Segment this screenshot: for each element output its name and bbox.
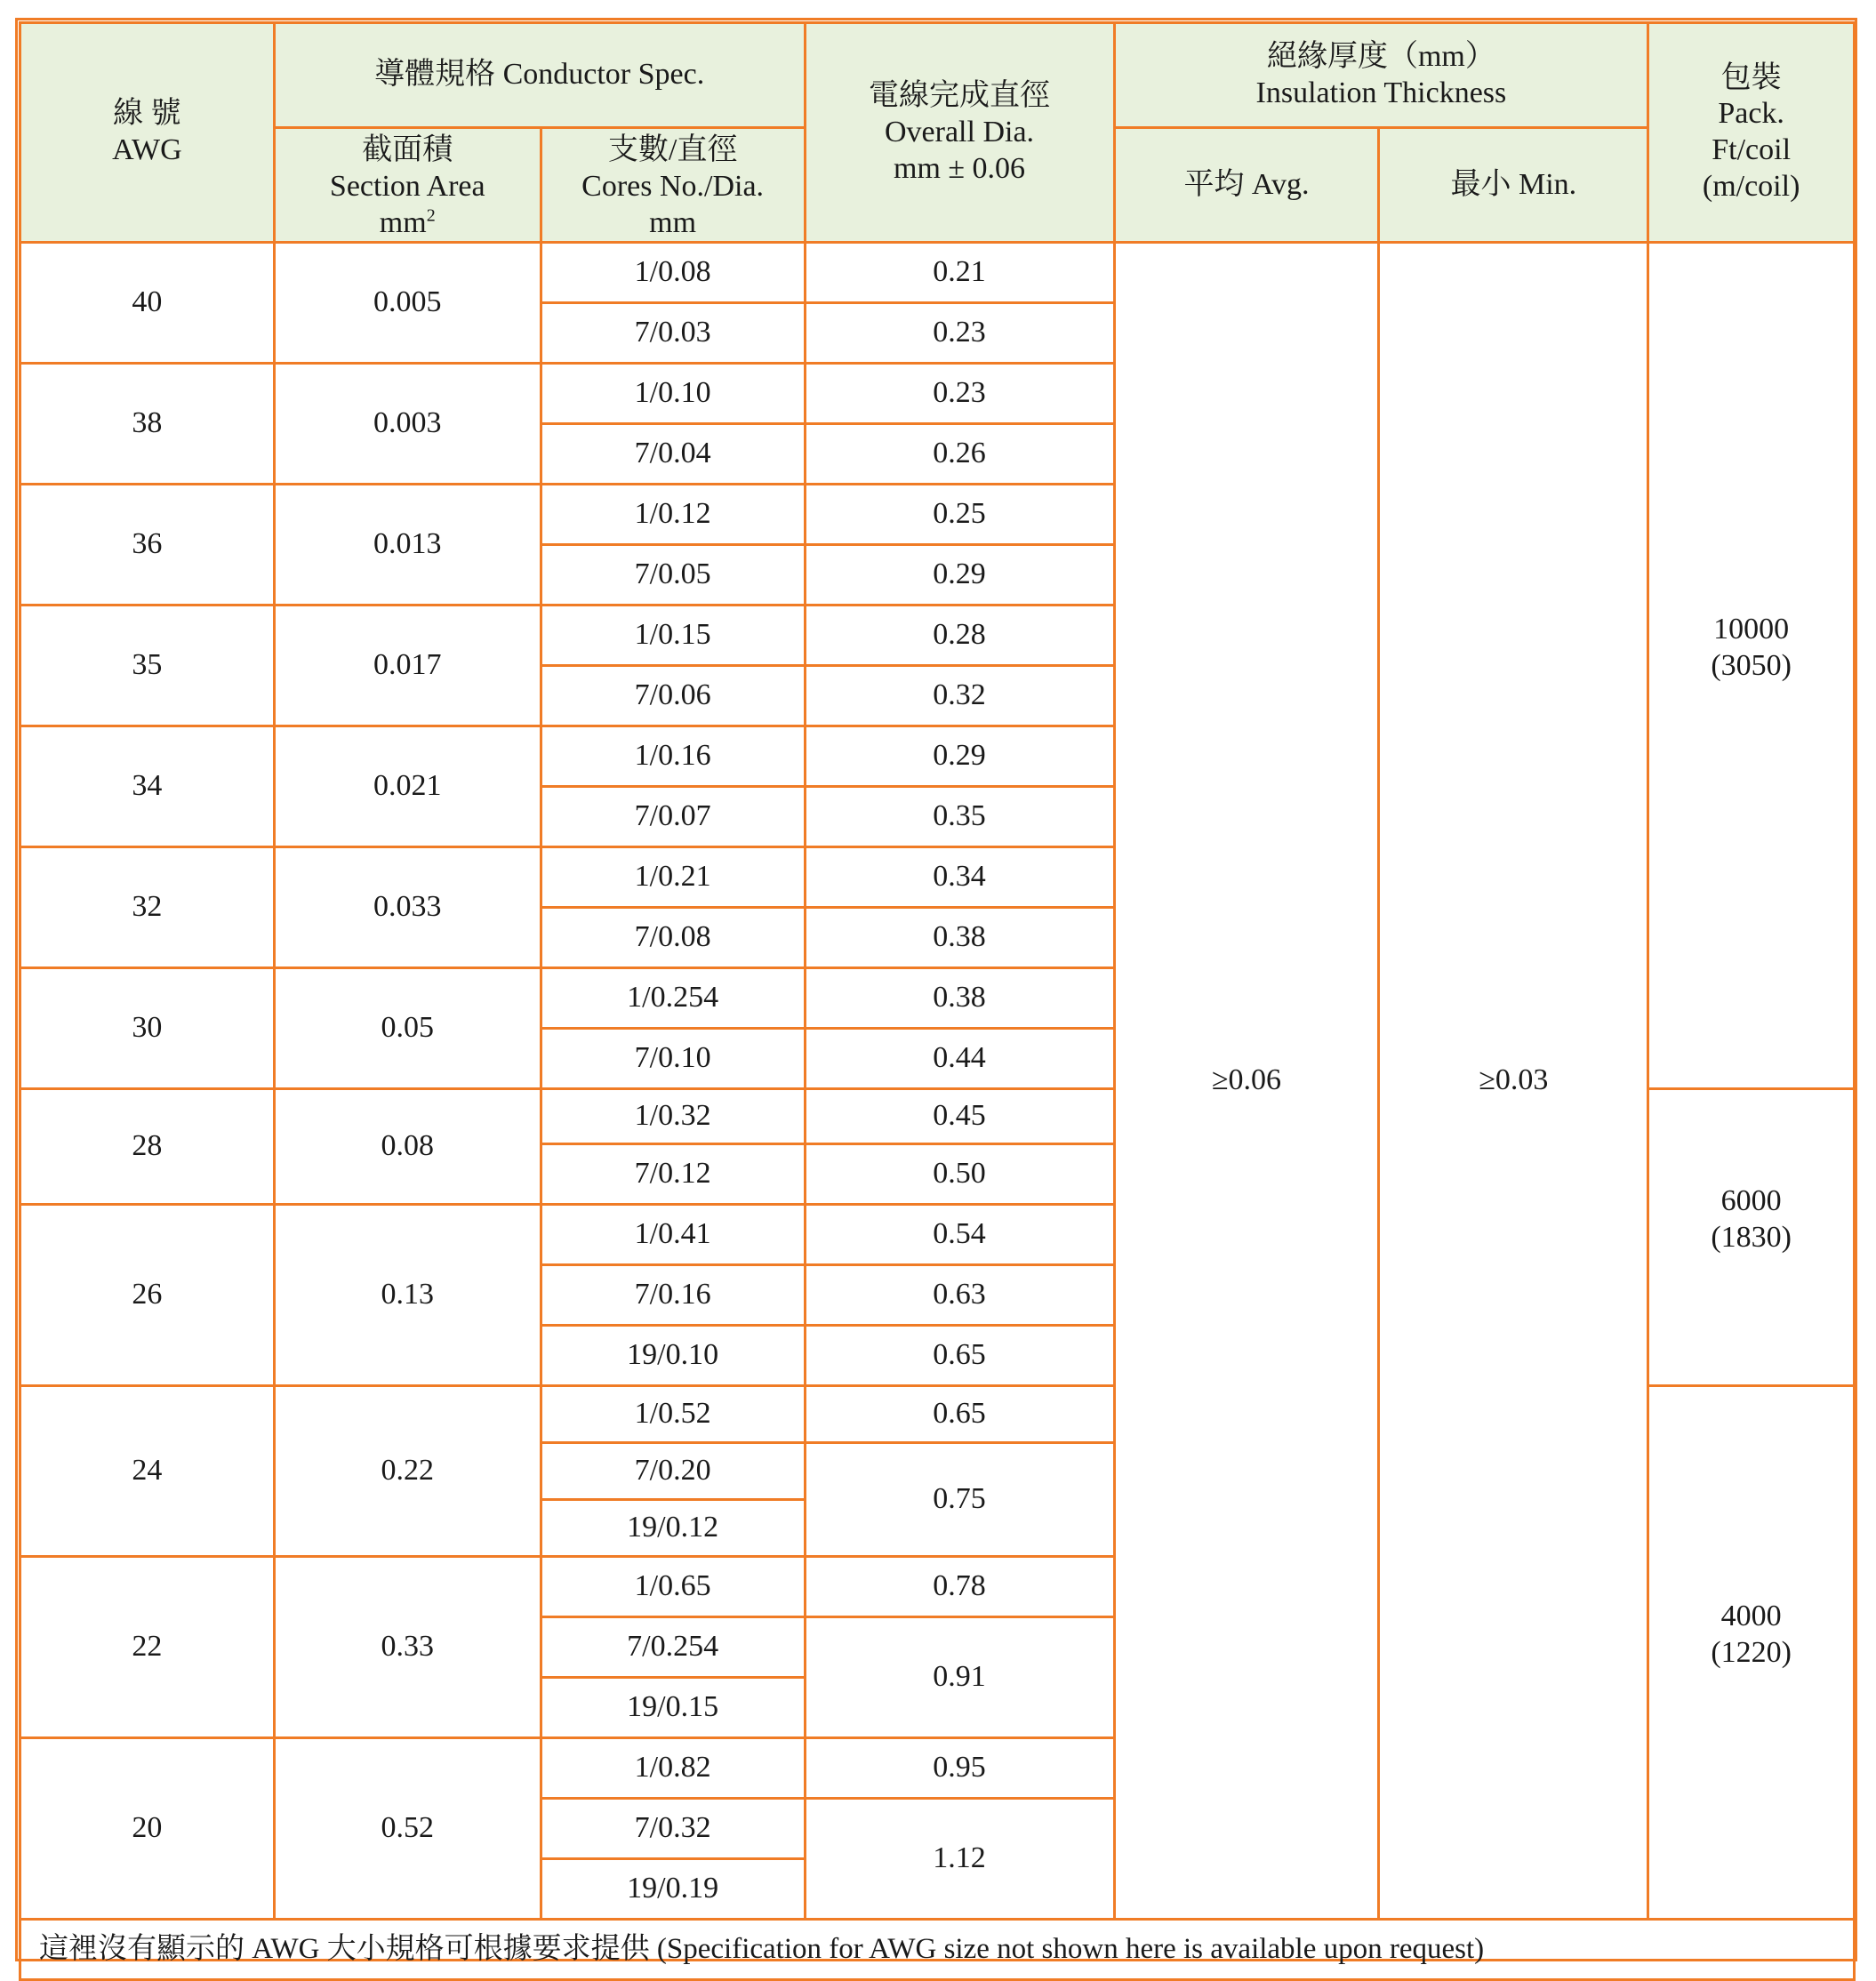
pack-ft: 10000 — [1713, 613, 1790, 646]
section-area-zh: 截面積 — [362, 133, 453, 166]
cores-cell: 1/0.16 — [541, 726, 805, 787]
cores-cell: 7/0.12 — [541, 1144, 805, 1205]
cores-cell: 7/0.06 — [541, 666, 805, 726]
cores-cell: 1/0.82 — [541, 1738, 805, 1799]
cores-cell: 7/0.16 — [541, 1265, 805, 1326]
section-area-en: Section Area — [329, 169, 485, 203]
cores-en: Cores No./Dia. — [581, 169, 765, 203]
awg-header-zh: 線 號 — [113, 97, 181, 131]
cores-cell: 1/0.08 — [541, 243, 805, 303]
overall-dia-cell: 0.23 — [805, 303, 1114, 364]
cores-cell: 1/0.32 — [541, 1089, 805, 1144]
section-area-cell: 0.22 — [274, 1386, 541, 1557]
pack-zh: 包裝 — [1720, 60, 1782, 94]
overall-dia-cell: 0.78 — [805, 1557, 1114, 1617]
awg-header — [20, 23, 275, 243]
section-area-cell: 0.08 — [274, 1089, 541, 1205]
pack-m: (3050) — [1711, 648, 1792, 682]
cores-cell: 7/0.05 — [541, 545, 805, 606]
awg-cell: 20 — [20, 1738, 275, 1920]
overall-dia-cell: 0.44 — [805, 1029, 1114, 1089]
wire-spec-table — [19, 21, 1856, 1981]
section-area-cell: 0.033 — [274, 847, 541, 968]
section-area-cell: 0.013 — [274, 485, 541, 606]
cores-cell: 19/0.12 — [541, 1500, 805, 1557]
awg-cell: 34 — [20, 726, 275, 847]
pack-ft: 6000 — [1720, 1184, 1782, 1218]
overall-dia-header — [805, 23, 1114, 243]
cores-cell: 1/0.10 — [541, 364, 805, 424]
section-area-cell: 0.05 — [274, 968, 541, 1089]
insulation-avg-cell: ≥0.06 — [1114, 243, 1379, 1920]
pack-m: (1220) — [1711, 1635, 1792, 1669]
awg-cell: 35 — [20, 606, 275, 726]
overall-dia-cell: 0.63 — [805, 1265, 1114, 1326]
overall-dia-cell: 0.26 — [805, 424, 1114, 485]
overall-dia-cell: 0.45 — [805, 1089, 1114, 1144]
insulation-header — [1114, 23, 1648, 128]
min-header: 最小 Min. — [1379, 128, 1648, 243]
overall-dia-cell: 0.38 — [805, 968, 1114, 1029]
cores-cell: 1/0.254 — [541, 968, 805, 1029]
overall-dia-cell: 0.29 — [805, 726, 1114, 787]
overall-dia-cell: 0.65 — [805, 1326, 1114, 1386]
awg-cell: 22 — [20, 1557, 275, 1738]
note-row — [20, 1920, 1855, 1980]
overall-dia-cell: 0.75 — [805, 1443, 1114, 1557]
overall-dia-cell: 0.54 — [805, 1205, 1114, 1265]
section-area-cell: 0.005 — [274, 243, 541, 364]
overall-dia-cell: 1.12 — [805, 1799, 1114, 1920]
footnote: 這裡沒有顯示的 AWG 大小規格可根據要求提供 (Specification for AWG size not shown here is available upon request) — [20, 1920, 1855, 1980]
cores-cell: 7/0.04 — [541, 424, 805, 485]
section-area-cell: 0.003 — [274, 364, 541, 485]
overall-dia-cell: 0.29 — [805, 545, 1114, 606]
insulation-zh: 絕緣厚度（mm） — [1266, 39, 1495, 73]
overall-dia-cell: 0.28 — [805, 606, 1114, 666]
section-area-cell: 0.52 — [274, 1738, 541, 1920]
section-area-unit: $mm^2$ — [379, 205, 436, 239]
cores-cell: 7/0.03 — [541, 303, 805, 364]
cores-cell: 19/0.10 — [541, 1326, 805, 1386]
pack-cell — [1648, 1386, 1855, 1920]
section-area-cell: 0.021 — [274, 726, 541, 847]
overall-dia-cell: 0.32 — [805, 666, 1114, 726]
cores-cell: 7/0.08 — [541, 908, 805, 968]
pack-header — [1648, 23, 1855, 243]
pack-unit-m: (m/coil) — [1702, 169, 1800, 203]
overall-dia-cell: 0.95 — [805, 1738, 1114, 1799]
cores-cell: 1/0.15 — [541, 606, 805, 666]
awg-cell: 32 — [20, 847, 275, 968]
awg-cell: 40 — [20, 243, 275, 364]
awg-cell: 24 — [20, 1386, 275, 1557]
cores-header — [541, 128, 805, 243]
insulation-min-cell: ≥0.03 — [1379, 243, 1648, 1920]
cores-zh: 支數/直徑 — [607, 133, 738, 166]
overall-dia-cell: 0.23 — [805, 364, 1114, 424]
cores-cell: 19/0.15 — [541, 1678, 805, 1738]
cores-cell: 1/0.21 — [541, 847, 805, 908]
cores-cell: 7/0.07 — [541, 787, 805, 847]
overall-dia-zh: 電線完成直徑 — [869, 79, 1051, 112]
cores-cell: 1/0.65 — [541, 1557, 805, 1617]
overall-dia-cell: 0.35 — [805, 787, 1114, 847]
insulation-en: Insulation Thickness — [1255, 76, 1507, 109]
awg-cell: 30 — [20, 968, 275, 1089]
overall-dia-cell: 0.34 — [805, 847, 1114, 908]
overall-dia-cell: 0.65 — [805, 1386, 1114, 1443]
cores-cell: 1/0.41 — [541, 1205, 805, 1265]
conductor-spec-header: 導體規格 Conductor Spec. — [274, 23, 805, 128]
awg-cell: 26 — [20, 1205, 275, 1386]
pack-cell — [1648, 1089, 1855, 1386]
cores-cell: 7/0.254 — [541, 1617, 805, 1678]
awg-header-en: AWG — [112, 133, 182, 167]
section-area-header — [274, 128, 541, 243]
table-row — [20, 243, 1855, 303]
awg-cell: 36 — [20, 485, 275, 606]
cores-cell: 1/0.52 — [541, 1386, 805, 1443]
cores-cell: 7/0.32 — [541, 1799, 805, 1859]
awg-cell: 28 — [20, 1089, 275, 1205]
pack-en: Pack. — [1718, 97, 1784, 131]
pack-ft: 4000 — [1720, 1600, 1782, 1633]
cores-cell: 19/0.19 — [541, 1859, 805, 1920]
cores-unit: mm — [649, 205, 697, 239]
pack-cell — [1648, 243, 1855, 1089]
section-area-cell: 0.33 — [274, 1557, 541, 1738]
overall-dia-cell: 0.38 — [805, 908, 1114, 968]
avg-header: 平均 Avg. — [1114, 128, 1379, 243]
overall-dia-cell: 0.25 — [805, 485, 1114, 545]
overall-dia-cell: 0.21 — [805, 243, 1114, 303]
section-area-cell: 0.13 — [274, 1205, 541, 1386]
overall-dia-unit: mm ± 0.06 — [894, 151, 1026, 185]
cores-cell: 7/0.20 — [541, 1443, 805, 1500]
awg-cell: 38 — [20, 364, 275, 485]
overall-dia-en: Overall Dia. — [885, 115, 1035, 148]
pack-unit-ft: Ft/coil — [1712, 133, 1792, 167]
cores-cell: 1/0.12 — [541, 485, 805, 545]
overall-dia-cell: 0.50 — [805, 1144, 1114, 1205]
pack-m: (1830) — [1711, 1220, 1792, 1254]
cores-cell: 7/0.10 — [541, 1029, 805, 1089]
section-area-cell: 0.017 — [274, 606, 541, 726]
overall-dia-cell: 0.91 — [805, 1617, 1114, 1738]
